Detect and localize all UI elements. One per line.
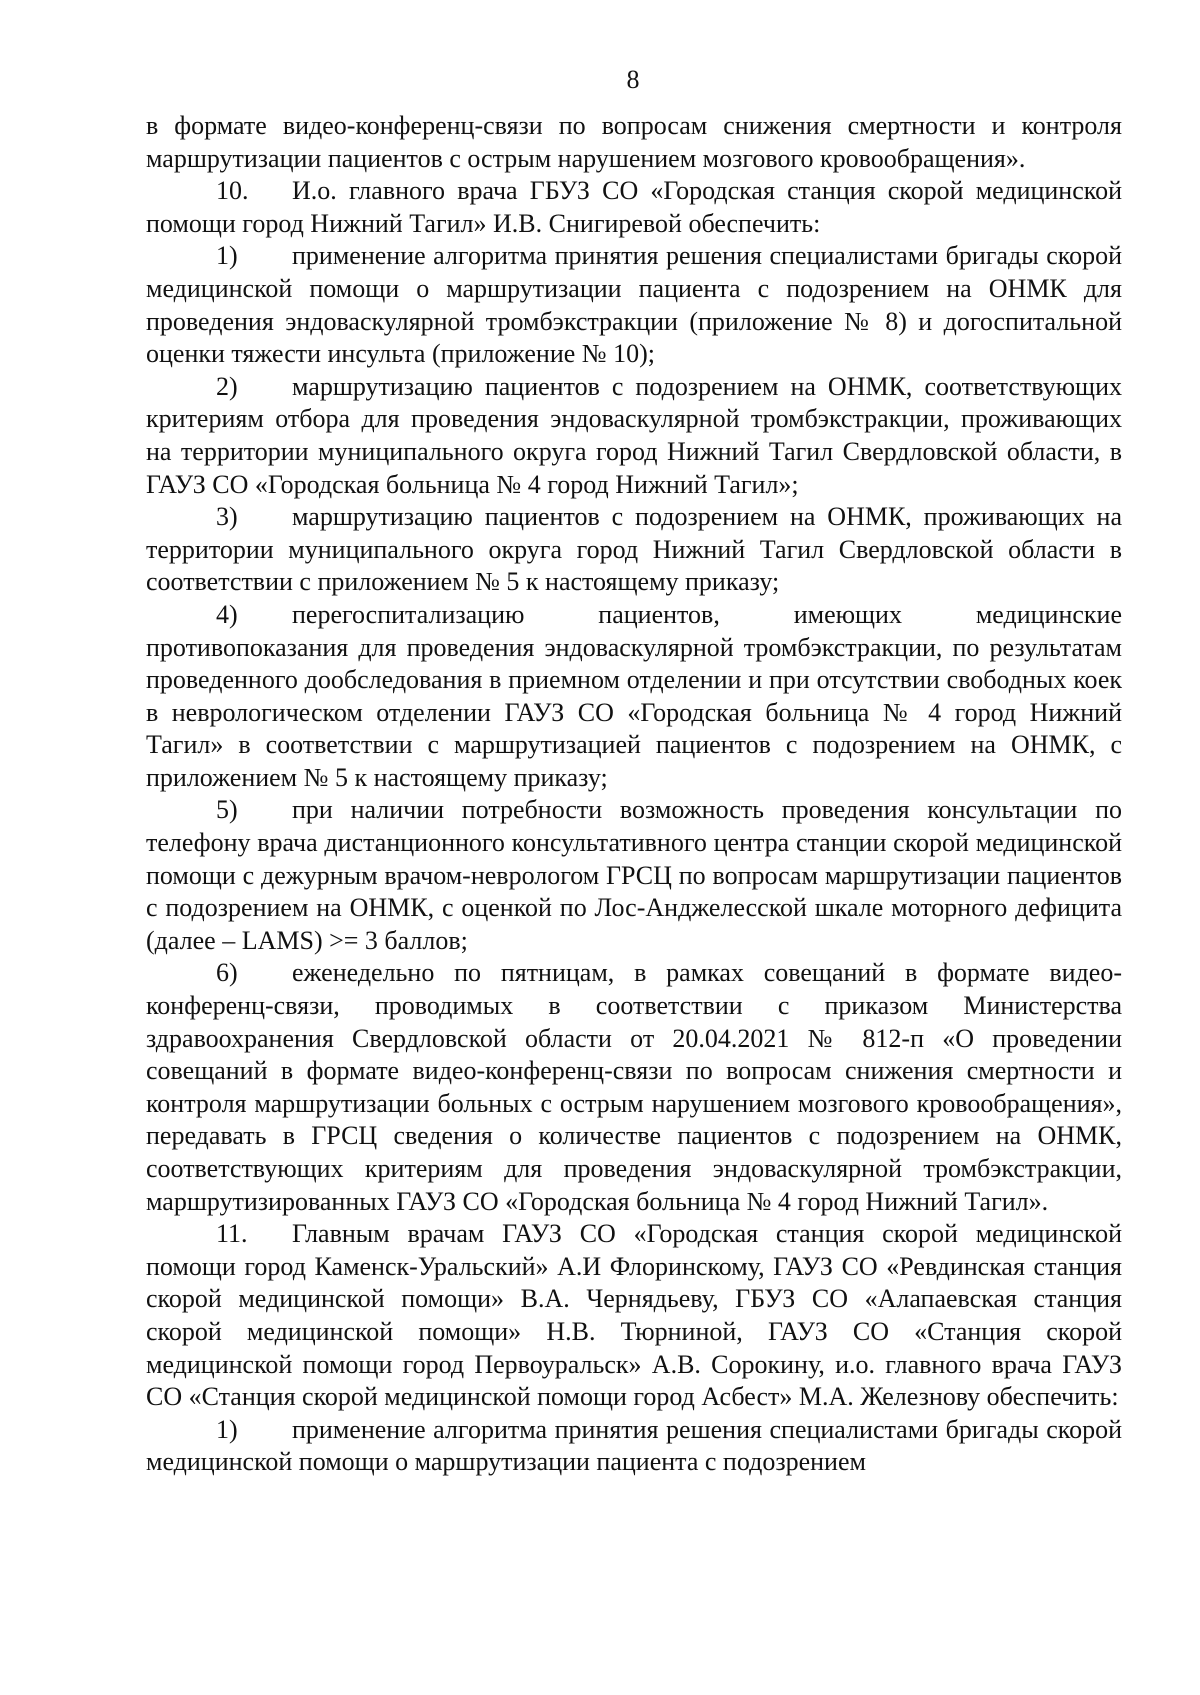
subitem-10-3 — [146, 501, 1122, 599]
subitem-number: 3) — [216, 502, 238, 532]
paragraph-number: 10. — [216, 176, 249, 206]
subitem-number: 4) — [216, 599, 238, 629]
subitem-10-4 — [146, 599, 1122, 795]
subitem-text: применение алгоритма принятия решения специалистами бригады скорой медицинской помощи о маршрутизации пациента с подозрением на ОНМК для проведения эндоваскулярной тромбэкстракции (приложение № 8) и догоспитальной оценки тяжести инсульта (приложение № 10); — [146, 241, 1122, 369]
subitem-number: 1) — [216, 241, 238, 271]
subitem-text: при наличии потребности возможность проведения консультации по телефону врача дистанционного консультативного центра станции скорой медицинской помощи с дежурным врачом-неврологом ГРСЦ по вопросам маршрутизации пациентов с подозрением на ОНМК, с оценкой по Лос-Анджелесской шкале моторного дефицита (далее – LAMS) >= 3 баллов; — [146, 795, 1122, 955]
subitem-11-1 — [146, 1414, 1122, 1479]
subitem-text: маршрутизацию пациентов с подозрением на ОНМК, проживающих на территории муниципального округа город Нижний Тагил Свердловской области в соответствии с приложением № 5 к настоящему приказу; — [146, 502, 1122, 597]
subitem-text: перегоспитализацию пациентов, имеющих медицинские противопоказания для проведения эндоваскулярной тромбэкстракции, по результатам проведенного дообследования в приемном отделении и при отсутствии свободных коек в неврологическом отделении ГАУЗ СО «Городская больница № 4 город Нижний Тагил» в соответствии с маршрутизацией пациентов с подозрением на ОНМК, с приложением № 5 к настоящему приказу; — [146, 599, 1122, 792]
subitem-10-5 — [146, 794, 1122, 957]
paragraph-text: И.о. главного врача ГБУЗ СО «Городская станция скорой медицинской помощи город Нижний Тагил» И.В. Снигиревой обеспечить: — [146, 176, 1122, 238]
paragraph-text: в формате видео-конференц-связи по вопросам снижения смертности и контроля маршрутизации пациентов с острым нарушением мозгового кровообращения». — [146, 111, 1122, 173]
subitem-text: маршрутизацию пациентов с подозрением на ОНМК, соответствующих критериям отбора для проведения эндоваскулярной тромбэкстракции, проживающих на территории муниципального округа город Нижний Тагил Свердловской области, в ГАУЗ СО «Городская больница № 4 город Нижний Тагил»; — [146, 371, 1122, 499]
subitem-text: применение алгоритма принятия решения специалистами бригады скорой медицинской помощи о маршрутизации пациента с подозрением — [146, 1414, 1122, 1477]
subitem-10-1 — [146, 240, 1122, 370]
subitem-number: 6) — [216, 958, 238, 988]
paragraph-number: 11. — [216, 1219, 248, 1249]
subitem-10-2 — [146, 371, 1122, 501]
paragraph-item-10 — [146, 175, 1122, 240]
subitem-number: 2) — [216, 371, 238, 401]
subitem-text: еженедельно по пятницам, в рамках совещаний в формате видео-конференц-связи, проводимых в соответствии с приказом Министерства здравоохранения Свердловской области от 20.04.2021 № 812-п «О проведении совещаний в формате видео-конференц-связи по вопросам снижения смертности и контроля маршрутизации больных с острым нарушением мозгового кровообращения», передавать в ГРСЦ сведения о количестве пациентов с подозрением на ОНМК, соответствующих критериям для проведения эндоваскулярной тромбэкстракции, маршрутизированных ГАУЗ СО «Городская больница № 4 город Нижний Тагил». — [146, 958, 1122, 1216]
subitem-number: 5) — [216, 795, 238, 825]
subitem-number: 1) — [216, 1414, 238, 1444]
page-number: 8 — [626, 65, 640, 94]
document-body — [146, 110, 1122, 1479]
paragraph-item-11 — [146, 1218, 1122, 1414]
paragraph-text: Главным врачам ГАУЗ СО «Городская станция скорой медицинской помощи город Каменск-Уральский» А.И Флоринскому, ГАУЗ СО «Ревдинская станция скорой медицинской помощи» В.А. Чернядьеву, ГБУЗ СО «Алапаевская станция скорой медицинской помощи» Н.В. Тюрниной, ГАУЗ СО «Станция скорой медицинской помощи город Первоуральск» А.В. Сорокину, и.о. главного врача ГАУЗ СО «Станция скорой медицинской помощи город Асбест» М.А. Железнову обеспечить: — [146, 1219, 1122, 1412]
subitem-10-6 — [146, 957, 1122, 1218]
paragraph-continuation — [146, 110, 1122, 175]
